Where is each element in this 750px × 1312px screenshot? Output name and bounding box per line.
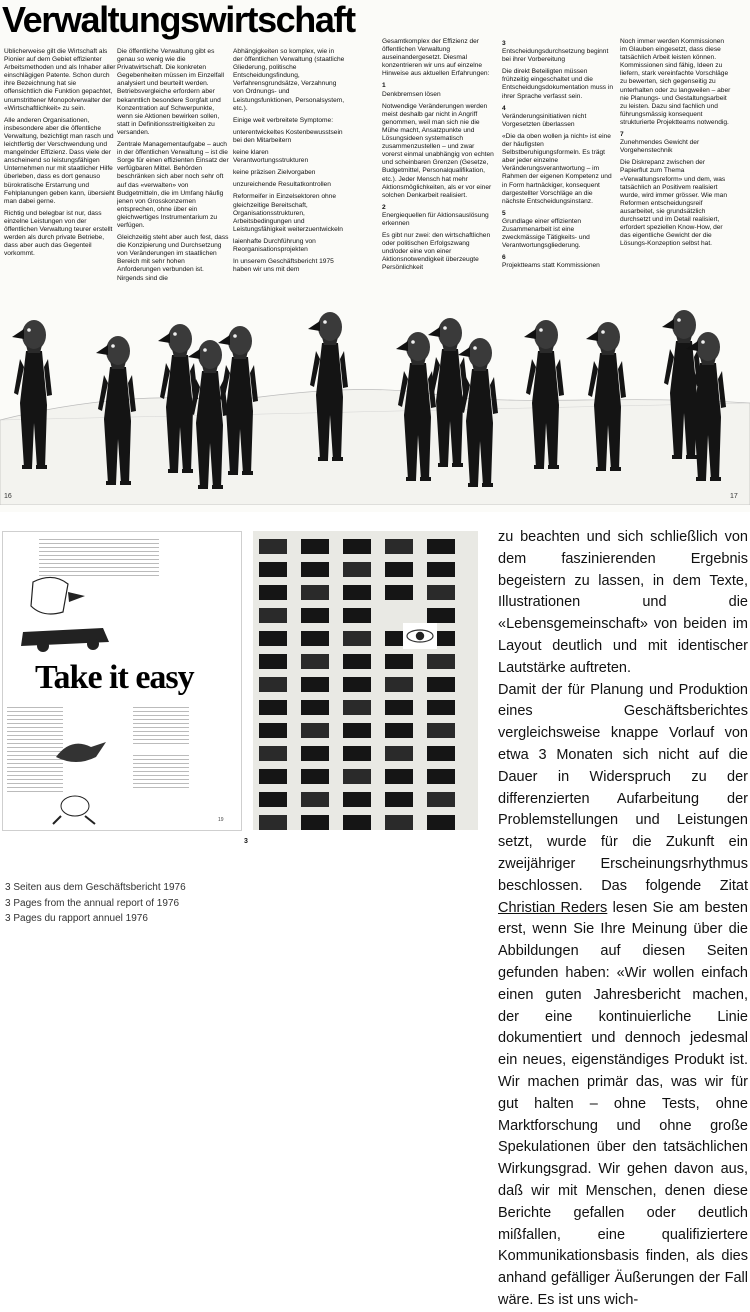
building-window	[427, 677, 455, 692]
building-window	[385, 792, 413, 807]
paragraph: Alle anderen Organisationen, insbesondere aber die öffentliche Verwaltung, bezichtigt man rasch und leichtfertig der Verschwendung und mangelnder Effizienz. Dass viele der anscheinend so leistungsfähigen Unternehmen nur mit staatlicher Hilfe überleben, dass es dort genauso bürokratische Erstarrung und Fehlplanungen geben kann, übersieht man dabei gerne.	[4, 116, 115, 205]
building-window	[385, 746, 413, 761]
paragraph: Noch immer werden Kommissionen im Glauben eingesetzt, dass diese tatsächlich Arbeit leisten können. Kommissionen sind fähig, Ideen zu liefern, stark vereinfachte Vorschläge zu bewerten, sich gegenseitig zu unterhalten oder zu langweilen – aber nie Planungs- und Gestaltungsarbeit zu leisten. Dazu sind fachlich und führungsmässig konsequent strukturierte Projektteams notwendig.	[620, 38, 731, 126]
quoted-person-name: Christian Reders	[498, 899, 608, 916]
building-window	[427, 700, 455, 715]
building-window	[259, 792, 287, 807]
building-window	[301, 677, 329, 692]
building-window	[301, 539, 329, 554]
item-heading: Zunehmendes Gewicht der Vorgehenstechnik	[620, 139, 700, 155]
building-window	[343, 562, 371, 577]
paragraph: Die öffentliche Verwaltung gibt es genau so wenig wie die Privatwirtschaft. Die konkreten Gegebenheiten müssen im Einzelfall analysiert und beurteilt werden. Betriebsvergleiche erfordern aber bekanntlich besondere Sorgfalt und Konzentration auf Schwerpunkte, wenn sie Aktionen bewirken sollen, statt in Definitionsstreitigkeiten zu versanden.	[117, 48, 225, 136]
building-window	[259, 562, 287, 577]
figure-captions	[5, 880, 186, 927]
building-window	[301, 654, 329, 669]
thumbnail-text-block	[39, 536, 159, 576]
spread-column-6	[620, 38, 732, 298]
item-number: 1	[382, 82, 386, 90]
paragraph: Zentrale Managementaufgabe – auch in der öffentlichen Verwaltung – ist die Sorge für einen effizienten Einsatz der verfügbaren Mittel. Behörden beschränken sich aber noch sehr oft auf das «verwalten» von Budgetmitteln, die im Umfang häufig jenen von Grosskonzernen entsprechen, ohne über ein gleichwertiges Instrumentarium zu verfügen.	[117, 141, 229, 229]
building-window	[427, 769, 455, 784]
take-it-easy-page-thumbnail	[2, 531, 242, 831]
paragraph: Üblicherweise gilt die Wirtschaft als Pionier auf dem Gebiet effizienter Arbeitsmethoden und als Inhaber aller einschlägigen Patente. Schon durch ihre Bezeichnung hat sie offensichtlich die Funktion gepachtet, unumstrittener Monopolverwalter der «Wirtschaftlichkeit» zu sein.	[4, 48, 116, 112]
flying-figure-illustration	[51, 732, 111, 772]
building-window	[259, 539, 287, 554]
building-window	[343, 700, 371, 715]
building-window	[259, 654, 287, 669]
spread-column-4	[382, 38, 494, 298]
paragraph: Richtig und belegbar ist nur, dass einzelne Leistungen von der öffentlichen Verwaltung teurer erstellt werden als durch private Betriebe, dass aber auch das Gegenteil vorkommt.	[4, 209, 113, 258]
paragraph: Notwendige Veränderungen werden meist deshalb gar nicht in Angriff genommen, weil man sich nie die Mühe macht, Ansatzpunkte und Lösungsideen systematisch zusammenzustellen – und zwar vorerst einmal unabhängig von echten und scheinbaren Grenzen (Gesetze, Budgetmittel, Personalqualifikation, etc.). Jeder Mensch hat mehr Aktionsmöglichkeiten, als er vor einer solchen Denkarbeit realisiert.	[382, 102, 494, 199]
building-window	[259, 677, 287, 692]
building-window	[259, 769, 287, 784]
building-facade-photo	[253, 531, 478, 830]
building-window	[301, 562, 329, 577]
building-window	[343, 654, 371, 669]
spread-column-5	[502, 38, 614, 298]
building-window	[259, 608, 287, 623]
building-window	[385, 769, 413, 784]
building-window	[301, 608, 329, 623]
building-window	[385, 700, 413, 715]
building-window	[343, 746, 371, 761]
item-number: 5	[502, 209, 506, 217]
building-window	[343, 631, 371, 646]
symptom-item: unterentwickeltes Kostenbewusstsein bei den Mitarbeitern	[233, 128, 343, 144]
symptom-item: unzureichende Resultatkontrollen	[233, 181, 331, 189]
building-window	[343, 608, 371, 623]
building-window	[343, 815, 371, 830]
building-window	[343, 723, 371, 738]
building-window	[385, 815, 413, 830]
building-window	[427, 723, 455, 738]
paragraph: Gleichzeitig steht aber auch fest, dass die Konzipierung und Durchsetzung von Veränderungen im staatlichen Bereich mit sehr hohen Anforderungen verbunden ist. Nirgends sind die	[117, 234, 229, 282]
building-window	[385, 562, 413, 577]
building-window	[385, 539, 413, 554]
building-window	[301, 631, 329, 646]
item-heading: Entscheidungsdurchsetzung beginnt bei ihrer Vorbereitung	[502, 48, 609, 64]
caption-french: 3 Pages du rapport annuel 1976	[5, 913, 148, 924]
building-window	[343, 539, 371, 554]
annual-report-spread	[0, 0, 750, 512]
building-window	[385, 723, 413, 738]
building-window	[427, 792, 455, 807]
thumbnail-text-block	[133, 704, 189, 744]
body-paragraph: zu beachten und sich schließlich von dem faszinierenden Ergebnis begeistern zu lassen, in dem Texte, Illustrationen und die «Lebensgemeinschaft» von beiden im Layout deutlich und mit identischer Lautstärke auftreten.	[498, 529, 748, 676]
building-window	[427, 815, 455, 830]
item-number: 6	[502, 254, 506, 262]
building-window	[427, 562, 455, 577]
thumbnail-page-number: 19	[218, 817, 224, 823]
body-text-segment: Damit der für Planung und Produktion eines Geschäftsberichtes vergleichsweise knappe Vorlauf von etwa 3 Monaten sich nicht auf die Dauer in Widerspruch zu der differenzierten Aufarbeitung der Problemstellungen und Leistungen setzt, wurde für die Zukunft ein zweijähriger Erscheinungsrhythmus beschlossen. Das folgende Zitat	[498, 681, 748, 894]
figure-number: 3	[244, 838, 248, 845]
spread-column-1	[4, 48, 116, 308]
building-window	[259, 815, 287, 830]
building-window	[259, 700, 287, 715]
caption-english: 3 Pages from the annual report of 1976	[5, 897, 180, 909]
symptom-item: keine klaren Verantwortungsstrukturen	[233, 149, 309, 165]
building-window	[427, 654, 455, 669]
building-window	[343, 585, 371, 600]
item-heading: Projektteams statt Kommissionen	[502, 262, 600, 270]
symptom-item: keine präzisen Zielvorgaben	[233, 169, 316, 177]
symptom-item: Reformeifer in Einzelsektoren ohne gleichzeitige Bereitschaft, Organisationsstrukturen, Arbeitsbedingungen und Leistungsfähigkeit weiterzuentwickeln	[233, 193, 343, 233]
bird-figures-illustration	[0, 305, 750, 505]
building-window	[259, 746, 287, 761]
article-body-text	[498, 527, 748, 1312]
building-window	[259, 631, 287, 646]
building-window	[427, 608, 455, 623]
building-window	[385, 654, 413, 669]
running-duck-illustration	[45, 790, 105, 826]
building-window	[427, 746, 455, 761]
paragraph: Einige weit verbreitete Symptome:	[233, 116, 334, 124]
building-window	[259, 723, 287, 738]
building-window	[301, 746, 329, 761]
building-window	[259, 585, 287, 600]
item-heading: Energiequellen für Aktionsauslösung erkennen	[382, 211, 489, 227]
caption-german: 3 Seiten aus dem Geschäftsbericht 1976	[5, 882, 186, 893]
paragraph: Die direkt Beteiligten müssen frühzeitig eingeschaltet und die Entscheidungsdokumentation muss in ihrer Sprache verfasst sein.	[502, 68, 614, 100]
eye-in-window	[403, 623, 437, 649]
paragraph: Die Diskrepanz zwischen der Papierflut zum Thema «Verwaltungsreform» und dem, was tatsächlich an Positivem realisiert wurde, wird immer grösser. Wie man Reformen entscheidungsreif ausarbeitet, sie grundsätzlich durchsetzt und im Detail realisiert, erfordert speziellen Know-How, der das eigentliche Gewicht der die Lösungs-Konzeption selbst hat.	[620, 159, 727, 248]
item-number: 7	[620, 131, 624, 139]
building-window	[301, 815, 329, 830]
building-window	[385, 677, 413, 692]
building-photo-thumbnail	[253, 531, 478, 830]
paragraph: Grundlage einer effizienten Zusammenarbeit ist eine zweckmässige Tätigkeits- und Verantwortungsgliederung.	[502, 217, 590, 250]
spread-column-2	[117, 48, 229, 308]
paragraph: Es gibt nur zwei: den wirtschaftlichen oder politischen Erfolgszwang und/oder eine von einer Aktionsnotwendigkeit überzeugte Persönlichkeit	[382, 232, 491, 272]
item-number: 2	[382, 203, 386, 211]
spread-title: Verwaltungswirtschaft	[2, 0, 355, 40]
building-window	[343, 677, 371, 692]
building-window	[385, 585, 413, 600]
page-number-left: 16	[4, 493, 12, 500]
paragraph: Abhängigkeiten so komplex, wie in der öffentlichen Verwaltung (staatliche Gliederung, politische Entscheidungsfindung, Verfahrensgrundsätze, Verzahnung von Ordnungs- und Leistungsfunktionen, Personalsystem, etc.).	[233, 48, 345, 112]
take-it-easy-title: Take it easy	[35, 659, 194, 696]
building-window	[301, 769, 329, 784]
building-window	[301, 700, 329, 715]
building-window	[427, 539, 455, 554]
body-paragraph	[498, 682, 748, 1308]
building-window	[301, 792, 329, 807]
building-window	[343, 769, 371, 784]
item-number: 4	[502, 104, 506, 112]
paragraph: «Die da oben wollen ja nicht» ist eine der häufigsten Selbstberuhigungsformeln. Es trägt aber jeder einzelne Veränderungsverantwortung – im Rahmen der eigenen Kompetenz und in Form hartnäckiger, konsequent dargestellter Vorschläge an die nächste Entscheidungsinstanz.	[502, 132, 612, 205]
paragraph: In unserem Geschäftsbericht 1975 haben wir uns mit dem	[233, 258, 334, 274]
cartoon-duck-illustration	[13, 572, 123, 654]
building-window	[301, 723, 329, 738]
building-window	[427, 585, 455, 600]
item-number: 3	[502, 40, 506, 47]
item-heading: Denkbremsen lösen	[382, 90, 441, 98]
building-window	[301, 585, 329, 600]
thumbnail-text-block	[133, 752, 189, 788]
symptom-item: laienhafte Durchführung von Reorganisationsprojekten	[233, 237, 316, 253]
page-number-right: 17	[730, 493, 738, 500]
building-window	[343, 792, 371, 807]
spread-column-3	[233, 48, 345, 308]
body-text-segment: lesen Sie am besten erst, wenn Sie Ihre Meinung über die Abbildungen auf diesen Seiten gefunden haben: «Wir wollen einfach einen guten Jahresbericht machen, der eine kontinuierliche Linie dokumentiert und dennoch jedesmal ein neues, eigenständiges Produkt ist. Wir machen primär das, was wir für gut halten – ohne Tests, ohne Marktforschung und ohne große Spekulationen über den tatsächlichen Wirkungsgrad. Wir gehen davon aus, daß wir mit Menschen, denen diese Berichte gefallen oder deutlich mißfallen, eine qualifiziertere Kommunikationsbasis finden, als dies anhand gefälliger Äußerungen der Fall wäre. Es ist uns wich-	[498, 899, 748, 1308]
item-heading: Veränderungsinitiativen nicht Vorgesetzten überlassen	[502, 112, 587, 128]
paragraph: Gesamtkomplex der Effizienz der öffentlichen Verwaltung auseinandergesetzt. Diesmal konzentrieren wir uns auf einzelne Hinweise aus aktuellen Erfahrungen:	[382, 38, 490, 78]
